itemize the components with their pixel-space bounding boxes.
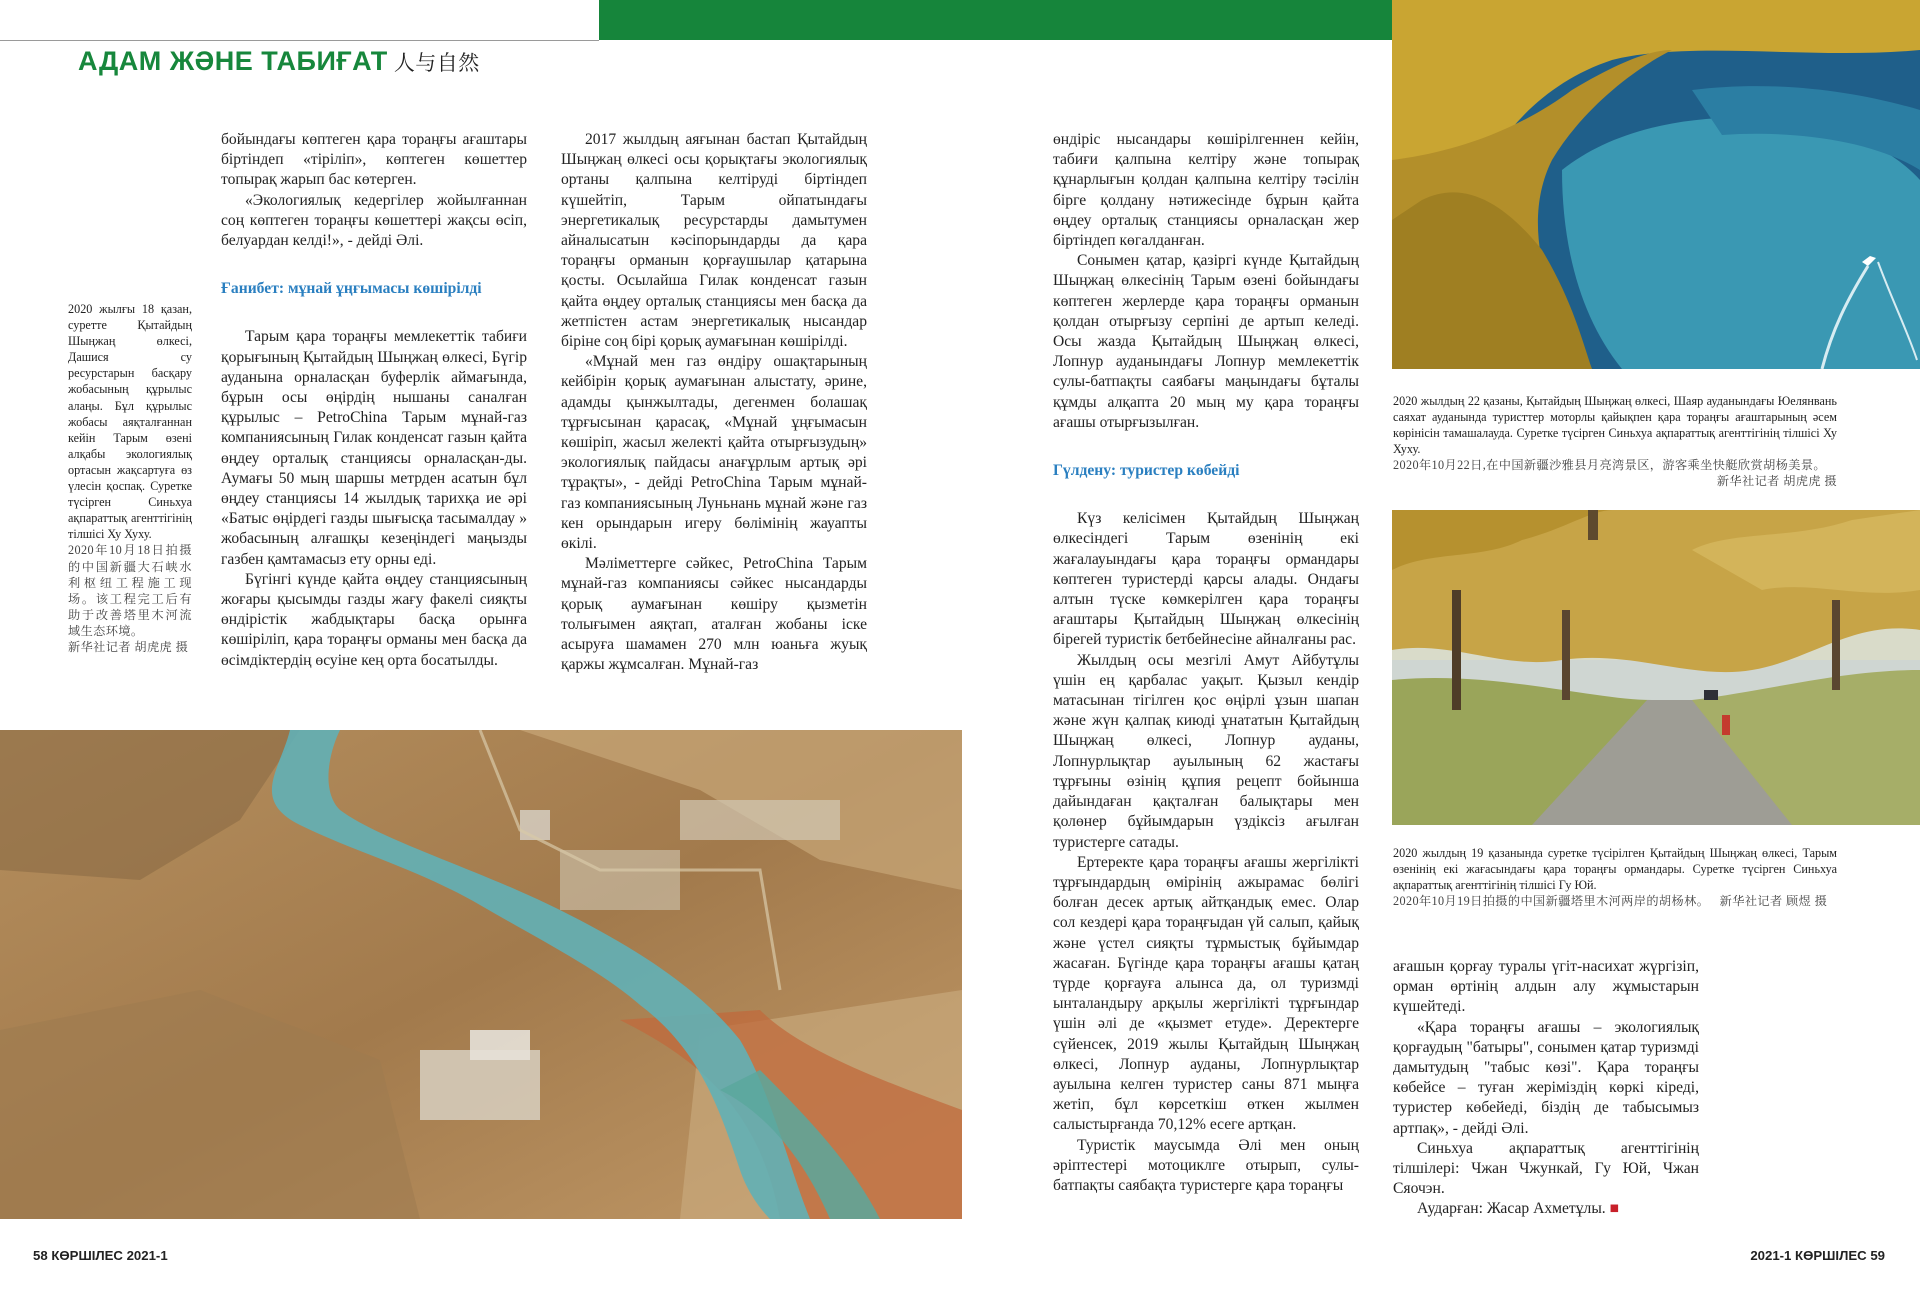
paragraph: «Мұнай мен газ өндіру ошақтарының кейбірін қорық аумағынан алыстату, әрине, адамды қынжылтады, дегенмен болашақ тұрғысынан қарасақ, «Мұнай ұңғымасын көшіріп, жасыл желекті қайта отырғызудың» экологиялық пайдасы анағұрлым артық әрі тұрақты», - дейді PetroChina Тарым мұнай-газ компаниясының Луньнань мұнай және газ кен орындарын игеру бөлімінің жауапты өкілі.: [561, 353, 867, 553]
caption-text-kz: 2020 жылғы 18 қазан, суретте Қытайдың Шыңжаң өлкесі, Дашися су ресурстарын басқару жобасының құрылыс алаңы. Бұл құрылыс жобасы аяқталғаннан кейін Тарым өзені алқабы экологиялық ортасын жақсартуға өз үлесін қоспақ. Суретке түсірген Синьхуа ақпараттық агенттігінің тілшісі Ху Хуху.: [68, 302, 192, 542]
header-rule: [0, 40, 599, 41]
paragraph: Мәліметтерге сәйкес, PetroChina Тарым мұнай-газ компаниясы сәйкес нысандарды қорық аумағынан көшіру қызметін толығымен аяқтап, аталған жобаны іске асыруға шамамен 270 млн юаньға жуық қаржы жұмсалған. Мұнай-газ: [561, 555, 867, 674]
caption-text-cn: [1393, 893, 1837, 909]
paragraph: Бүгінгі күнде қайта өңдеу станциясының жоғары қысымды газды жағу факелі сияқты өндірістік жабдықтары басқа орынға көшіріліп, қара тораңғы орманы мен басқа да өсімдіктердің өсуіне кең орта босатылды.: [221, 570, 527, 669]
subheading-ganibet: Ғанибет: мұнай ұңғымасы көшірілді: [221, 280, 482, 298]
subheading-guldenu: Гүлдену: туристер көбейді: [1053, 462, 1240, 480]
aerial-construction-photo: [0, 730, 962, 1219]
caption-text-kz: 2020 жылдың 22 қазаны, Қытайдың Шыңжаң өлкесі, Шаяр ауданындағы Юелянвань саяхат ауданында туристтер моторлы қайықпен қара тораңғы ағаштарының әсем көрінісін тамашалауда. Суретке түсірген Синьхуа ақпараттық агенттігінің тілшісі Ху Хуху.: [1393, 394, 1837, 457]
right-top-photo-caption: [1393, 393, 1837, 490]
caption-text-kz: 2020 жылдың 19 қазанында суретке түсірілген Қытайдың Шыңжаң өлкесі, Тарым өзенінің екі жағасындағы қара тораңғы ормандары. Суретке түсірген Синьхуа ақпараттық агенттігінің тілшісі Гу Юй.: [1393, 846, 1837, 893]
magazine-name-left: КӨРШІЛЕС 2021-1: [51, 1248, 168, 1263]
section-title-kz: АДАМ ЖӘНЕ ТАБИҒАТ: [78, 46, 388, 76]
paragraph: «Экологиялық кедергілер жойылғаннан соң көптеген тораңғы көшеттері жақсы өсіп, белуардан келді!», - дейді Әлі.: [221, 191, 527, 250]
page-number-right: 59: [1870, 1248, 1885, 1263]
paragraph: ағашын қорғау туралы үгіт-насихат жүргізіп, орман өртінің алдын алу жұмыстарын күшейтеді.: [1393, 958, 1699, 1016]
paragraph: Сонымен қатар, қазіргі күнде Қытайдың Шыңжаң өлкесінің Тарым өзені бойындағы көптеген жерлерде қара тораңғы орманын қолдан отырғызу серпіні де артып келеді. Осы жазда Қытайдың Шыңжаң өлкесі, Лопнур ауданындағы Лопнур мемлекеттік сулы-батпақты саябағы маңындағы бұталы құмды алқапта 20 мың му қара тораңғы ағашы отырғызылған.: [1053, 252, 1359, 431]
article-column-3: [1053, 130, 1359, 1196]
caption-text-cn-line: 2020年10月19日拍摄的中国新疆塔里木河两岸的胡杨林。: [1393, 894, 1710, 909]
paragraph: Күз келісімен Қытайдың Шыңжаң өлкесіндегі Тарым өзенінің екі жағалауындағы қара тораңғы ормандары көптеген туристерді қарсы алады. Ондағы алтын түске көмкерілген қара тораңғы ағаштары Қытайдың Шыңжаң өлкесінің бірегей туристік бетбейнесіне айналғаны рас.: [1053, 510, 1359, 649]
paragraph: 2017 жылдың аяғынан бастап Қытайдың Шыңжаң өлкесі осы қорықтағы экологиялық ортаны қалпына келтіруді біртіндеп күшейтіп, Тарым ойпатындағы энергетикалық ресурстарды дамытумен айналысатын кәсіпорындарды да қара тораңғы орманын қорғаушылар қатарына қосты. Осылайша Гилак конденсат газын қайта өңдеу орталық станциясы мен басқа да жетпістен астам энергетикалық нысандар біріне соң бірі қорық аумағынан көшірілді.: [561, 131, 867, 351]
caption-credit: 新华社记者 顾煜 摄: [1719, 894, 1828, 909]
paragraph: [1393, 1199, 1699, 1219]
paragraph: Синьхуа ақпараттық агенттігінің тілшілері: Чжан Чжункай, Гу Юй, Чжан Сяочэн.: [1393, 1139, 1699, 1198]
paragraph: «Қара тораңғы ағашы – экологиялық қорғаудың "батыры", сонымен қатар туризмді дамытудың "табыс көзі". Қара тораңғы көбейсе – туған жеріміздің көркі кіреді, туристер көбейеді, біздің де табысымыз артпақ», - дейді Әлі.: [1393, 1018, 1699, 1137]
magazine-name-right: 2021-1 КӨРШІЛЕС: [1750, 1248, 1867, 1263]
section-title: [78, 46, 480, 77]
caption-text-cn: 2020年10月22日,在中国新疆沙雅县月亮湾景区，游客乘坐快艇欣赏胡杨美景。: [1393, 458, 1827, 473]
footer-left-folio: [33, 1248, 168, 1263]
right-mid-photo-caption: [1393, 845, 1837, 909]
left-photo-caption: [68, 301, 192, 655]
aerial-construction-image: [0, 730, 962, 1219]
page-number-left: 58: [33, 1248, 48, 1263]
article-column-4: [1393, 957, 1699, 1220]
caption-text-cn: 2020年10月18日拍摄的中国新疆大石峡水利枢纽工程施工现场。该工程完工后有助于改善塔里木河流域生态环境。: [68, 543, 192, 638]
section-title-cn: 人与自然: [393, 52, 480, 75]
paragraph: Жылдың осы мезгілі Амут Айбутұлы үшін ең қарбалас уақыт. Қызыл кендір матасынан тігілген қос өңірлі ұзын шапан және жүн қалпақ киюді ұнататын Қытайдың Шыңжаң өлкесі, Лопнур ауданы, Лопнурлықтар ауылының 62 жастағы тұрғыны өзінің құпия рецепт бойынша дайындаған қақталған балықтары мен қолөнер бұйымдарын үздіксіз ағылған туристерге сатады.: [1053, 651, 1359, 851]
caption-credit: 新华社记者 胡虎虎 摄: [1716, 474, 1837, 489]
paragraph: өндіріс нысандары көшірілгеннен кейін, табиғи қалпына келтіру және топырақ құнарлығын қолдан қалпына келтіру тәсілін бірге қолдану нәтижесінде бұрын қайта өңдеу орталық станциясы орналасқан жер біртіндеп көгалданған.: [1053, 131, 1359, 250]
paragraph: Туристік маусымда Әлі мен оның әріптестері мотоциклге отырып, сулы-батпақты саябақта туристерге қара тораңғы: [1053, 1136, 1359, 1194]
forest-road-photo: [1392, 510, 1920, 825]
translator-credit: Аударған: Жасар Ахметұлы.: [1417, 1200, 1610, 1218]
river-boat-image: [1392, 0, 1920, 369]
paragraph: Ертеректе қара тораңғы ағашы жергілікті тұрғындардың өмірінің ажырамас бөлігі болған десек артық айтқандық емес. Олар сол кездері қара тораңғыдан үй салып, қайық және үстел сияқты тұрмыстық бұйымдар жасаған. Бүгінде қара тораңғы ағашы қатаң түрде қорғауға алынса да, ол туризмді ынталандыру арқылы жергілікті тұрғындар үшін әлі де «қызмет етуде». Деректерге сүйенсек, 2019 жылы Қытайдың Шыңжаң өлкесі, Лопнур ауданы, Лопнурлықтар ауылына келген туристер саны 871 мыңға жетіп, бұл көрсеткіш өткен жылмен салыстырғанда 70,12% есеге артқан.: [1053, 853, 1359, 1134]
paragraph: бойындағы көптеген қара тораңғы ағаштары біртіндеп «тіріліп», көптеген көшеттер топырақ жарып бас көтерген.: [221, 131, 527, 189]
article-column-1: [221, 130, 527, 671]
article-column-2: [561, 130, 867, 675]
forest-road-image: [1392, 510, 1920, 825]
river-boat-photo: [1392, 0, 1920, 369]
header-color-bar: [599, 0, 1392, 40]
end-mark: ■: [1609, 1200, 1620, 1218]
paragraph: Тарым қара тораңғы мемлекеттік табиғи қорығының Қытайдың Шыңжаң өлкесі, Бүгір ауданына орналасқан буферлік аймағында, бұрын осы өңірдің нышаны саналған құрылыс – PetroChina Тарым мұнай-газ компаниясының Гилак конденсат газын қайта өңдеу орталық станциясы орналасқан-ды. Аумағы 50 мың шаршы метрден асатын бұл өңдеу станциясы 14 жылдық тарихқа ие әрі «Батыс өңірдегі газды шығысқа тасымалдау » жобасының алғашқы кезеңіндегі маңызды газбен қамтамасыз ету орны еді.: [221, 328, 527, 568]
footer-right-folio: [1750, 1248, 1885, 1263]
caption-credit: 新华社记者 胡虎虎 摄: [68, 639, 189, 654]
